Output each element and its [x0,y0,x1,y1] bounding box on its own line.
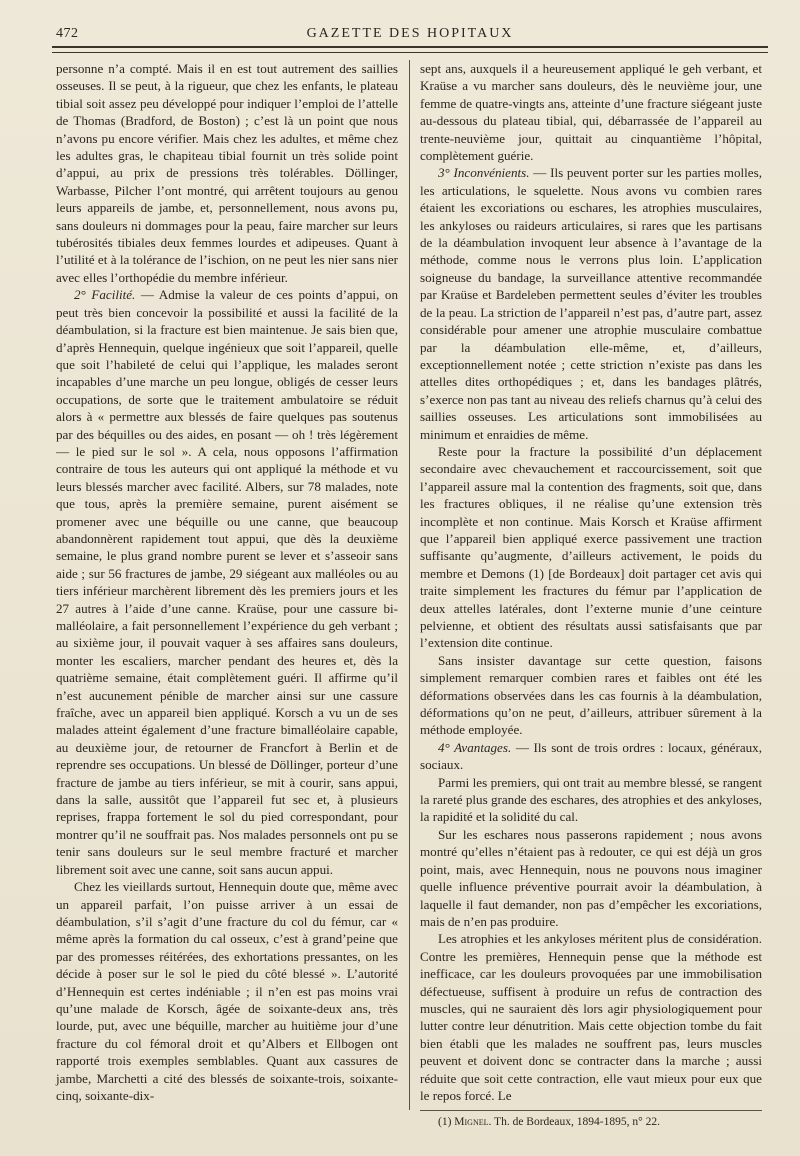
header-rule-thin [52,52,768,53]
footnote-text: Th. de Bordeaux, 1894-1895, n° 22. [491,1116,660,1129]
section-label-facilite: 2° Facilité. [74,287,136,303]
right-paragraph-2 [420,164,762,443]
footnote [420,1115,762,1130]
left-paragraph-2 [56,286,398,878]
right-column [420,60,762,1129]
section-label-inconvenients: 3° Inconvénients. [438,165,530,181]
left-paragraph-2-text: — Admise la valeur de ces points d’appui, on peut très bien concevoir la possibilité et aussi la facilité de la déambulation, si la fracture est bien maintenue. Je sais bien que, d’après Hennequin, quelque ingénieux que soit l’appareil, quelle que soit l’habileté de celui qui l’applique, les malades seront incapables d’une marche un peu longue, obligés de cesser leurs occupations, de sorte que le traitement ambulatoire se réduit alors à « permettre aux blessés de faire quelques pas soutenus par des béquilles ou des aides, en posant — oh ! très légèrement — le pied sur le sol ». A cela, nous opposons l’affirmation contraire de tous les auteurs qui ont appliqué la méthode et vu leurs blessés marcher avec facilité. Albers, sur 78 malades, note que tous, après la première semaine, purent aisément se promener avec une béquille ou une canne, que beaucoup abandonnèrent rapidement tout appui, que dès la deuxième semaine, le plus grand nombre purent se lever et s’asseoir sans aide ; sur 56 fractures de jambe, 29 siégeant aux malléoles ou au tiers inférieur marchèrent librement dès les premiers jours et les 27 autres à l’aide d’une canne. Kraüse, pour une cassure bi-malléolaire, a fait personnellement l’expérience du geh verbant ; au sixième jour, il pouvait vaquer à ses affaires sans douleurs, monter les escaliers, marcher pendant des heures et, dès la quatrième semaine, était complètement guéri. Il affirme qu’il n’est aucunement pénible de marcher ainsi sur une cassure fraîche, avec un appareil bien appliqué. Korsch a vu un de ses malades atteint également d’une fracture bimalléolaire capable, au deuxième jour, de retourner de Francfort à Berlin et de reprendre ses occupations. Un blessé de Döllinger, porteur d’une fracture de jambe au tiers inférieur, se mit à courir, sans appui, dans la salle, aussitôt que l’appareil fut sec et, à plusieurs reprises, frappa fortement le sol du pied correspondant, pour montrer qu’il ne souffrait pas. Nos malades personnels ont pu se tenir sans douleurs sur le seul membre fracturé et marcher librement soit avec une canne, soit sans aucun appui. [56,287,398,877]
right-paragraph-6: Parmi les premiers, qui ont trait au membre blessé, se rangent la rareté plus grande des eschares, des atrophies et des ankyloses, la rapidité et la solidité du cal. [420,774,762,825]
section-label-avantages: 4° Avantages. [438,739,512,755]
right-paragraph-4: Sans insister davantage sur cette question, faisons simplement remarquer combien rares et faibles ont été les déformations observées dans les cas fournis à la déambulation, déformations qu’on ne peut, d’ailleurs, attribuer sûrement à la méthode employée. [420,652,762,738]
right-paragraph-8: Les atrophies et les ankyloses méritent plus de considération. Contre les premières, Hennequin pense que la méthode est inefficace, car les douleurs provoquées par une immobilisation défectueuse, suffisent à produire un refus de contraction des muscles, qui ne sauraient dès lors agir physiologiquement pour lutter contre leur dénutrition. Mais cette objection tombe du fait bien établi que les malades ne souffrent pas, leurs muscles peuvent et doivent donc se contracter dans la marche ; aussi réduite que soit cette contraction, elle vaut mieux pour eux que le repos forcé. Le [420,931,762,1103]
header-rule-thick [52,46,768,48]
left-column [56,60,398,1110]
footnote-author: Mignel. [454,1116,492,1129]
right-paragraph-7: Sur les eschares nous passerons rapidement ; nous avons montré qu’elles n’étaient pas à redouter, ce qui est déjà un gros point, mais, avec Hennequin, nous ne pouvons nous imaginer quelle influence préventive pourrait avoir la déambulation, à laquelle il faut demander, non pas d’empêcher les excoriations, mais de n’en pas produire. [420,826,762,929]
left-paragraph-1: personne n’a compté. Mais il en est tout autrement des saillies osseuses. Il se peut, à la rigueur, que chez les enfants, le plateau tibial soit assez peu développé pour indiquer l’emploi de l’attelle de Thomas (Bradford, de Boston) ; c’est là un point que nous n’avons pu encore vérifier. Mais chez les adultes, et même chez les adultes gras, le chapiteau tibial fournit un très solide point d’appui, au prix de pressions très tolérables. Döllinger, Warbasse, Pilcher l’ont montré, qui arrêtent toujours au genou leurs appareils de jambe, et, personnellement, nous avons pu, sans douleurs ni dommages pour la peau, faire marcher sur leurs tubérosités tibiales deux femmes lourdes et adipeuses. Quant à l’utilité et à la tolérance de l’ischion, on ne peut les nier sans nier avec elles l’orthopédie du membre inférieur. [56,61,398,285]
right-paragraph-5 [420,739,762,774]
column-divider [409,60,410,1110]
right-paragraph-5-text: — Ils sont de trois ordres : locaux, généraux, sociaux. [420,739,762,773]
footnote-rule [420,1110,762,1111]
right-paragraph-2-text: — Ils peuvent porter sur les parties molles, les articulations, le squelette. Nous avons vu combien rares étaient les excoriations ou eschares, les atrophies musculaires, les ankyloses ou raideurs articulaires, si rares que les partisans de la déambulation invoquent leur absence à l’avantage de la méthode, comme nous le verrons plus loin. L’application soigneuse du bandage, la surveillance attentive recommandée par Kraüse et Bardeleben permettent seules d’éviter les troubles de la peau. La striction de l’appareil n’est pas, d’autre part, assez considérable pour amener une atrophie musculaire combattue par la déambulation elle-même, et, d’ailleurs, exceptionnellement notée ; cette striction n’existe pas dans les attelles dites orthopédiques ; et, dans les bandages plâtrés, s’exerce non pas tant au niveau des reliefs charnus qu’à celui des saillies osseuses. Les articulations sont immobilisées au minimum et enraidies de même. [420,165,762,442]
right-paragraph-3: Reste pour la fracture la possibilité d’un déplacement secondaire avec chevauchement et raccourcissement, soit que l’appareil assure mal la contention des fragments, soit que, dans les fractures obliques, il ne réalise qu’une extension très incomplète et non continue. Mais Korsch et Kraüse affirment que l’appareil bien appliqué exerce passivement une traction suffisante qu’augmente, d’ailleurs activement, le poids du membre et Demons (1) [de Bordeaux] doit partager cet avis qui traite simplement les fractures du fémur par l’application de deux attelles latérales, dont l’externe munie d’une ceinture pelvienne, et obtient des résultats aussi satisfaisants que par l’extension dite continue. [420,443,762,651]
left-paragraph-3: Chez les vieillards surtout, Hennequin doute que, même avec un appareil parfait, l’on puisse arriver à un essai de déambulation, s’il s’agit d’une fracture du col du fémur, car « même après la formation du cal osseux, c’est à grand’peine que par des promesses réitérées, des exhortations pressantes, on les décide à poser sur le sol le pied du côté blessé ». L’autorité d’Hennequin est certes indéniable ; il n’en est pas moins vrai qu’une malade de Korsch, âgée de soixante-deux ans, très lourde, put, avec une béquille, marcher au huitième jour d’une fracture du col fémoral droit et qu’Albers et Ellbogen ont rapporté trois exemples semblables. Quant aux cassures de jambe, Marchetti a cité des blessés de soixante-trois, soixante-cinq, soixante-dix- [56,879,398,1103]
page-header [52,22,768,44]
footnote-mark: (1) [438,1116,455,1129]
running-title: GAZETTE DES HOPITAUX [306,26,514,41]
right-paragraph-1: sept ans, auxquels il a heureusement appliqué le geh verbant, et Kraüse a vu marcher sans douleurs, dès le neuvième jour, une femme de quatre-vingts ans, atteinte d’une fracture siégeant juste au-dessous du plateau tibial, qui, débarrassée de l’appareil au trente-neuvième jour, quittait au cinquantième l’hôpital, complètement guérie. [420,61,762,164]
page-number: 472 [56,26,79,41]
